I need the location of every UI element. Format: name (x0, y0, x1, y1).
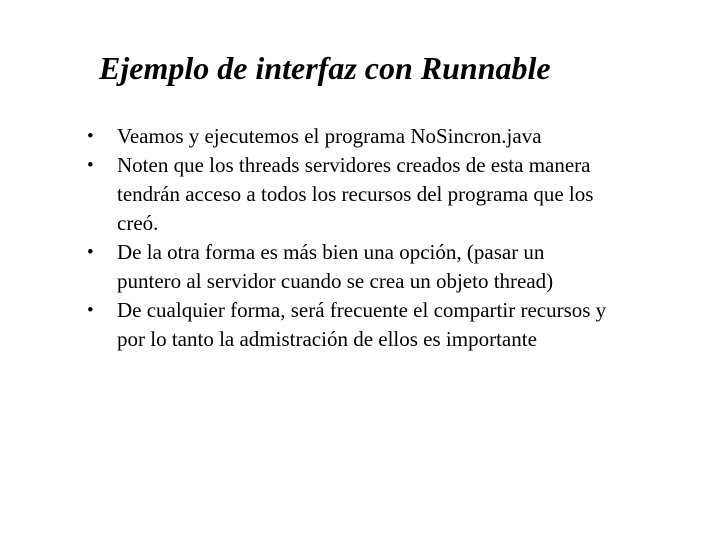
bullet-icon: • (87, 242, 94, 263)
slide-title: Ejemplo de interfaz con Runnable (99, 50, 551, 86)
bullet-text: Veamos y ejecutemos el programa NoSincron.java (117, 124, 542, 148)
bullet-text: De cualquier forma, será frecuente el compartir recursos y por lo tanto la admistración de ellos es importante (117, 298, 607, 351)
bullet-list (0, 122, 720, 354)
bullet-icon: • (87, 300, 94, 321)
bullet-icon: • (87, 126, 94, 147)
bullet-item (0, 238, 720, 296)
bullet-text: De la otra forma es más bien una opción, (pasar un puntero al servidor cuando se crea un objeto thread) (117, 240, 554, 293)
bullet-item (0, 296, 720, 354)
bullet-item (0, 151, 720, 238)
bullet-icon: • (87, 155, 94, 176)
bullet-text: Noten que los threads servidores creados de esta manera tendrán acceso a todos los recursos del programa que los creó. (117, 153, 594, 235)
bullet-item (0, 122, 720, 151)
